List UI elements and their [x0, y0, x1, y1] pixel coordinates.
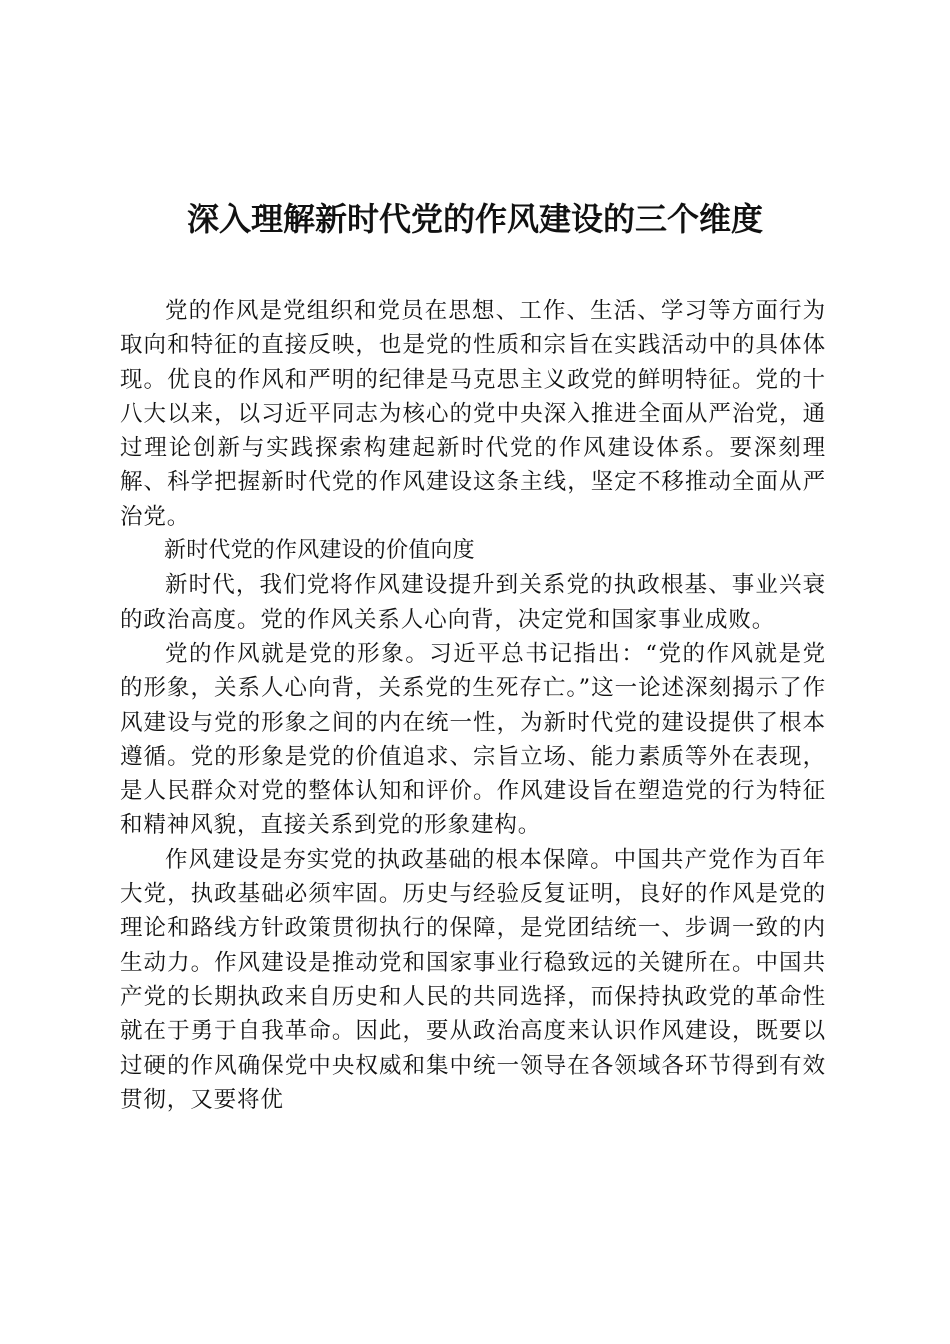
paragraph-ruling-foundation: 作风建设是夯实党的执政基础的根本保障。中国共产党作为百年大党，执政基础必须牢固。历史与经验反复证明，良好的作风是党的理论和路线方针政策贯彻执行的保障，是党团结统一、步调一致的内生动力。作风建设是推动党和国家事业行稳致远的关键所在。中国共产党的长期执政来自历史和人民的共同选择，而保持执政党的革命性就在于勇于自我革命。因此，要从政治高度来认识作风建设，既要以过硬的作风确保党中央权威和集中统一领导在各领域各环节得到有效贯彻，又要将优 — [120, 846, 826, 1113]
document-title: 深入理解新时代党的作风建设的三个维度 — [186, 200, 763, 238]
paragraph-intro: 党的作风是党组织和党员在思想、工作、生活、学习等方面行为取向和特征的直接反映，也是党的性质和宗旨在实践活动中的具体体现。优良的作风和严明的纪律是马克思主义政党的鲜明特征。党的十八大以来，以习近平同志为核心的党中央深入推进全面从严治党，通过理论创新与实践探索构建起新时代党的作风建设体系。要深刻理解、科学把握新时代党的作风建设这条主线，坚定不移推动全面从严治党。 — [120, 298, 826, 530]
section-heading-value-dimension: 新时代党的作风建设的价值向度 — [164, 538, 475, 564]
document-body — [120, 294, 826, 1117]
paragraph-new-era: 新时代，我们党将作风建设提升到关系党的执政根基、事业兴衰的政治高度。党的作风关系人心向背，决定党和国家事业成败。 — [120, 572, 826, 633]
paragraph-party-image: 党的作风就是党的形象。习近平总书记指出：“党的作风就是党的形象，关系人心向背，关系党的生死存亡。”这一论述深刻揭示了作风建设与党的形象之间的内在统一性，为新时代党的建设提供了根本遵循。党的形象是党的价值追求、宗旨立场、能力素质等外在表现，是人民群众对党的整体认知和评价。作风建设旨在塑造党的行为特征和精神风貌，直接关系到党的形象建构。 — [120, 640, 826, 839]
